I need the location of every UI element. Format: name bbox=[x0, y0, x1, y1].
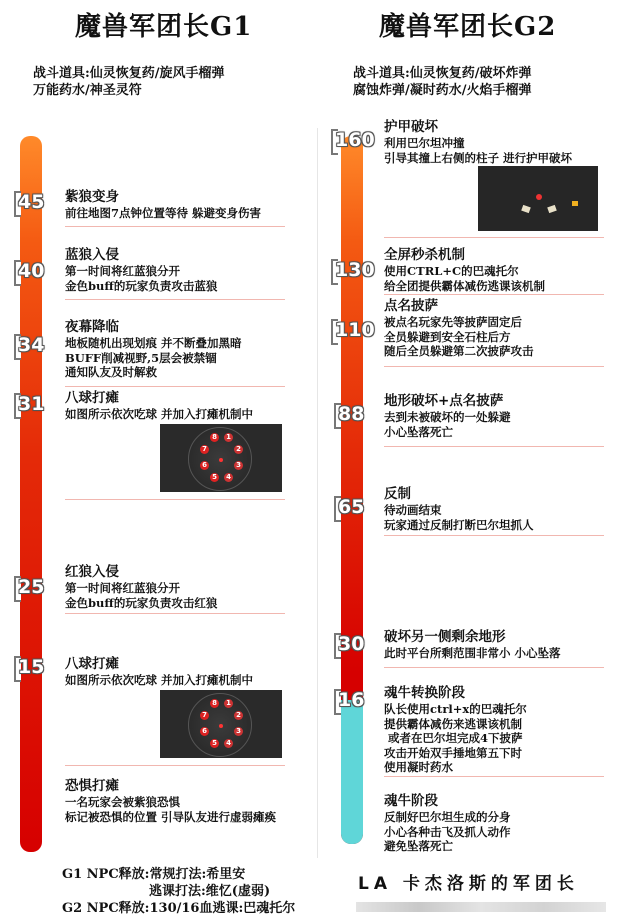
g2-hp-marker: 16 bbox=[334, 688, 374, 714]
g1-hp-marker: 34 bbox=[14, 333, 54, 359]
g2-phase bbox=[384, 685, 527, 775]
phase-line: 标记被恐惧的位置 引导队友进行虚弱瘫痪 bbox=[65, 809, 277, 824]
divider bbox=[65, 226, 285, 227]
g2-hp-marker: 130 bbox=[331, 258, 377, 284]
phase-line: 使用凝时药水 bbox=[384, 760, 453, 774]
divider bbox=[384, 776, 604, 777]
orb-diagram-image: 8 1 7 2 6 3 5 4 bbox=[160, 424, 282, 492]
g2-title: 魔兽军团长G2 bbox=[379, 12, 557, 42]
g1-phase bbox=[65, 319, 242, 380]
g2-hp-marker: 110 bbox=[331, 318, 377, 344]
g1-items bbox=[33, 65, 225, 99]
footer-npc-g1-alt: 逃课打法:维忆(虚弱) bbox=[149, 884, 271, 899]
phase-line: 去到未被破坏的一处躲避 bbox=[384, 410, 511, 424]
phase-title: 恐惧打瘫 bbox=[65, 778, 119, 794]
phase-line: 提供霸体减伤来逃课该机制 bbox=[384, 716, 522, 731]
g1-hp-marker: 15 bbox=[14, 655, 54, 681]
g1-title: 魔兽军团长G1 bbox=[75, 12, 253, 42]
g1-items-line1: 战斗道具:仙灵恢复药/旋风手榴弹 bbox=[33, 66, 225, 81]
g2-hp-marker: 160 bbox=[331, 128, 377, 154]
phase-title: 蓝狼入侵 bbox=[65, 247, 119, 263]
phase-line: 此时平台所剩范围非常小 小心坠落 bbox=[384, 646, 561, 660]
phase-line: 通知队友及时解救 bbox=[65, 365, 157, 379]
phase-title: 紫狼变身 bbox=[65, 189, 119, 205]
g2-items-line2: 腐蚀炸弹/凝时药水/火焰手榴弹 bbox=[353, 83, 532, 98]
phase-title: 八球打瘫 bbox=[65, 656, 119, 672]
phase-line: 小心各种击飞及抓人动作 bbox=[384, 824, 511, 839]
footer-npc-g1: G1 NPC释放:常规打法:希里安 bbox=[62, 867, 246, 882]
phase-line: 或者在巴尔坦完成4下披萨 bbox=[384, 731, 523, 745]
g2-hp-marker: 88 bbox=[334, 402, 374, 428]
g2-hp-bar-cyan bbox=[341, 700, 363, 844]
divider bbox=[384, 294, 604, 295]
phase-line: 金色buff的玩家负责攻击红狼 bbox=[65, 595, 218, 610]
phase-title: 地形破坏+点名披萨 bbox=[384, 393, 504, 409]
brand-label: LA 卡杰洛斯的军团长 bbox=[358, 874, 579, 894]
phase-line: 队长使用ctrl+x的巴魂托尔 bbox=[384, 702, 527, 716]
pillar-screenshot-image bbox=[478, 166, 598, 231]
divider bbox=[65, 613, 285, 614]
phase-line: 前往地图7点钟位置等待 躲避变身伤害 bbox=[65, 206, 262, 220]
phase-line: 金色buff的玩家负责攻击蓝狼 bbox=[65, 278, 218, 293]
phase-line: 地板随机出现划痕 并不断叠加黑暗 bbox=[65, 336, 242, 350]
phase-line: 避免坠落死亡 bbox=[384, 839, 453, 853]
watermark-blur bbox=[356, 902, 606, 912]
phase-line: 第一时间将红蓝狼分开 bbox=[65, 581, 180, 595]
divider bbox=[65, 299, 285, 300]
phase-line: 第一时间将红蓝狼分开 bbox=[65, 264, 180, 278]
phase-line: 一名玩家会被紫狼恐惧 bbox=[65, 795, 180, 809]
g1-hp-marker: 31 bbox=[14, 392, 54, 418]
g1-hp-marker: 45 bbox=[14, 190, 54, 216]
g2-hp-marker: 30 bbox=[334, 632, 374, 658]
g2-phase bbox=[384, 298, 534, 359]
phase-line: 被点名玩家先等披萨固定后 bbox=[384, 315, 522, 329]
phase-line: 利用巴尔坦冲撞 bbox=[384, 136, 465, 150]
phase-title: 点名披萨 bbox=[384, 298, 438, 314]
g1-hp-bar bbox=[20, 136, 42, 852]
g1-phase bbox=[65, 778, 276, 824]
phase-line: 如图所示依次吃球 并加入打瘫机制中 bbox=[65, 673, 254, 687]
divider bbox=[384, 366, 604, 367]
phase-line: 给全团提供霸体减伤逃课该机制 bbox=[384, 278, 545, 293]
divider bbox=[384, 667, 604, 668]
g2-phase bbox=[384, 247, 545, 293]
g2-phase bbox=[384, 119, 572, 165]
g2-hp-marker: 65 bbox=[334, 495, 374, 521]
g1-phase bbox=[65, 656, 253, 688]
divider bbox=[384, 535, 604, 536]
g1-phase bbox=[65, 247, 217, 293]
divider bbox=[65, 499, 285, 500]
phase-title: 破坏另一侧剩余地形 bbox=[384, 629, 506, 645]
phase-line: 随后全员躲避第二次披萨攻击 bbox=[384, 344, 534, 358]
phase-title: 魂牛转换阶段 bbox=[384, 685, 465, 701]
phase-title: 八球打瘫 bbox=[65, 390, 119, 406]
phase-line: 引导其撞上右侧的柱子 进行护甲破坏 bbox=[384, 150, 573, 165]
center-divider bbox=[317, 128, 318, 858]
phase-line: 待动画结束 bbox=[384, 503, 442, 517]
phase-line: 反制好巴尔坦生成的分身 bbox=[384, 810, 511, 824]
g2-items bbox=[353, 65, 532, 99]
divider bbox=[65, 765, 285, 766]
orb-diagram-image: 8 1 7 2 6 3 5 4 bbox=[160, 690, 282, 758]
phase-line: 小心坠落死亡 bbox=[384, 424, 453, 439]
phase-title: 夜幕降临 bbox=[65, 319, 119, 335]
phase-title: 反制 bbox=[384, 486, 411, 502]
g1-hp-marker: 25 bbox=[14, 575, 54, 601]
divider bbox=[384, 237, 604, 238]
phase-line: 全员躲避到安全石柱后方 bbox=[384, 329, 511, 344]
g1-phase bbox=[65, 390, 253, 422]
phase-title: 全屏秒杀机制 bbox=[384, 247, 465, 263]
phase-line: 攻击开始双手捶地第五下时 bbox=[384, 745, 522, 760]
phase-line: 如图所示依次吃球 并加入打瘫机制中 bbox=[65, 407, 254, 421]
g1-hp-marker: 40 bbox=[14, 259, 54, 285]
divider bbox=[65, 386, 285, 387]
phase-title: 护甲破坏 bbox=[384, 119, 438, 135]
divider bbox=[384, 446, 604, 447]
g2-phase bbox=[384, 393, 511, 439]
g1-items-line2: 万能药水/神圣灵符 bbox=[33, 83, 142, 98]
phase-title: 红狼入侵 bbox=[65, 564, 119, 580]
g2-phase bbox=[384, 793, 511, 854]
phase-line: 使用CTRL+C的巴魂托尔 bbox=[384, 264, 519, 278]
g2-phase bbox=[384, 629, 561, 661]
phase-line: 玩家通过反制打断巴尔坦抓人 bbox=[384, 517, 534, 532]
footer-npc-g2: G2 NPC释放:130/16血逃课:巴魂托尔 bbox=[62, 901, 296, 916]
g2-items-line1: 战斗道具:仙灵恢复药/破坏炸弹 bbox=[353, 66, 532, 81]
g1-phase bbox=[65, 189, 261, 221]
phase-line: BUFF削减视野,5层会被禁锢 bbox=[65, 350, 217, 365]
g2-phase bbox=[384, 486, 534, 532]
g1-phase bbox=[65, 564, 217, 610]
phase-title: 魂牛阶段 bbox=[384, 793, 438, 809]
